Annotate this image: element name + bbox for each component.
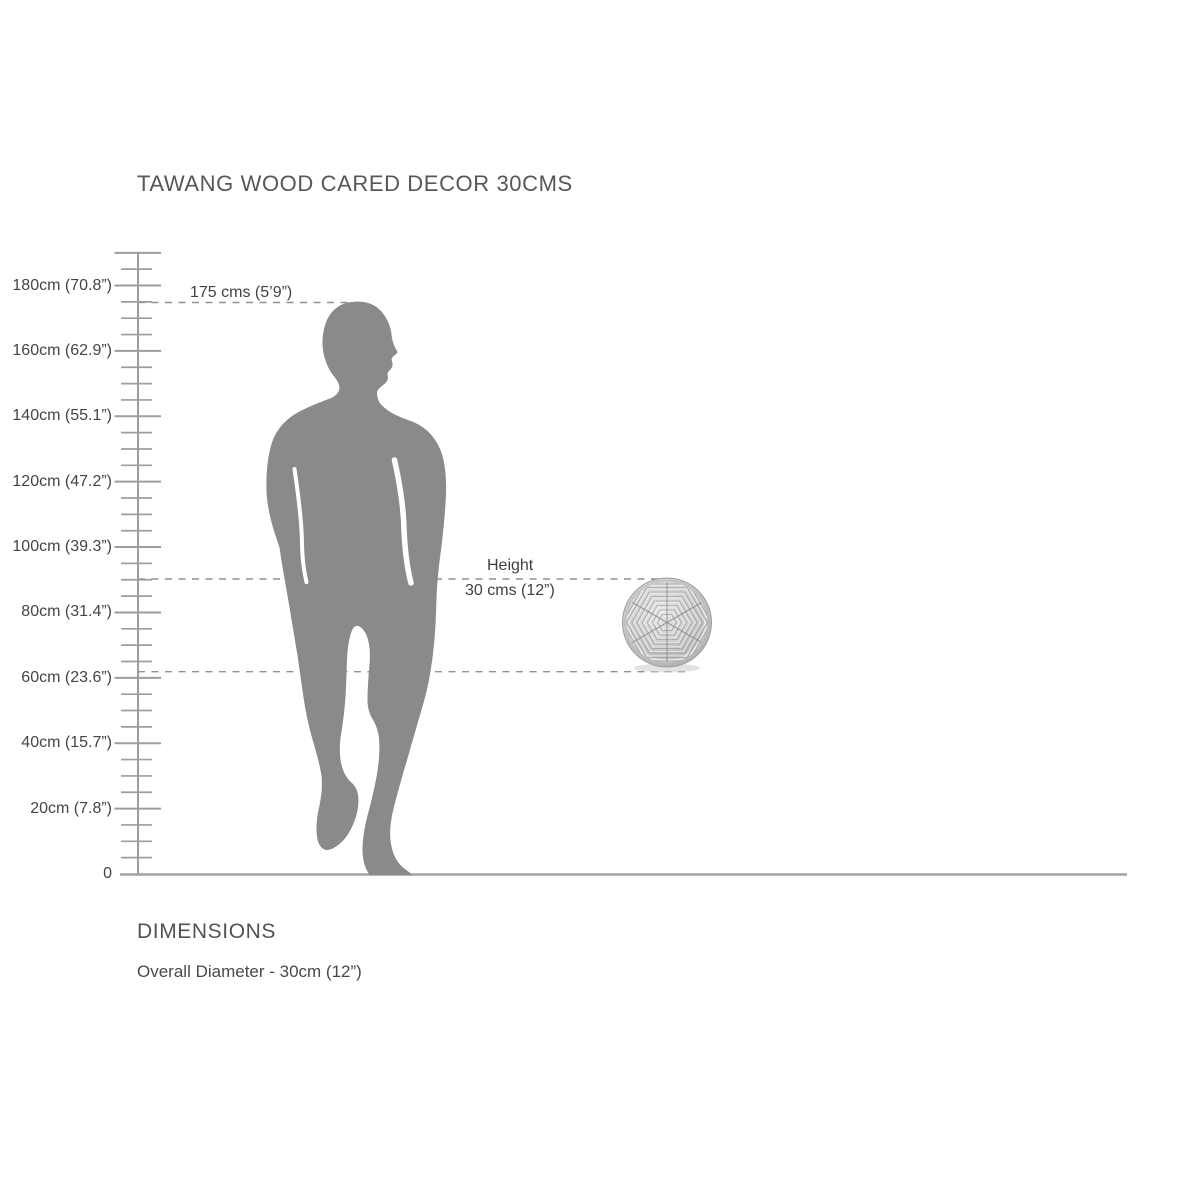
- ruler-label-40cm: 40cm (15.7”): [21, 734, 112, 752]
- person-height-label: 175 cms (5’9”): [190, 284, 293, 301]
- ruler-label-120cm: 120cm (47.2”): [12, 472, 112, 490]
- dimensions-detail: Overall Diameter - 30cm (12”): [137, 962, 362, 981]
- ruler-label-140cm: 140cm (55.1”): [12, 407, 112, 425]
- ruler-label-zero: 0: [103, 865, 112, 882]
- product-height-title: Height: [487, 557, 534, 574]
- ruler-label-100cm: 100cm (39.3”): [12, 538, 112, 556]
- ruler-label-80cm: 80cm (31.4”): [21, 603, 112, 621]
- ruler-label-180cm: 180cm (70.8”): [12, 276, 112, 294]
- ruler-label-160cm: 160cm (62.9”): [12, 341, 112, 359]
- page-title: TAWANG WOOD CARED DECOR 30CMS: [137, 171, 573, 196]
- ruler-label-60cm: 60cm (23.6”): [21, 668, 112, 686]
- man-silhouette: [266, 302, 446, 876]
- wood-decor-product: [623, 578, 712, 673]
- ruler-label-20cm: 20cm (7.8”): [30, 799, 112, 817]
- product-height-value: 30 cms (12”): [465, 582, 555, 599]
- dimensions-heading: DIMENSIONS: [137, 920, 277, 943]
